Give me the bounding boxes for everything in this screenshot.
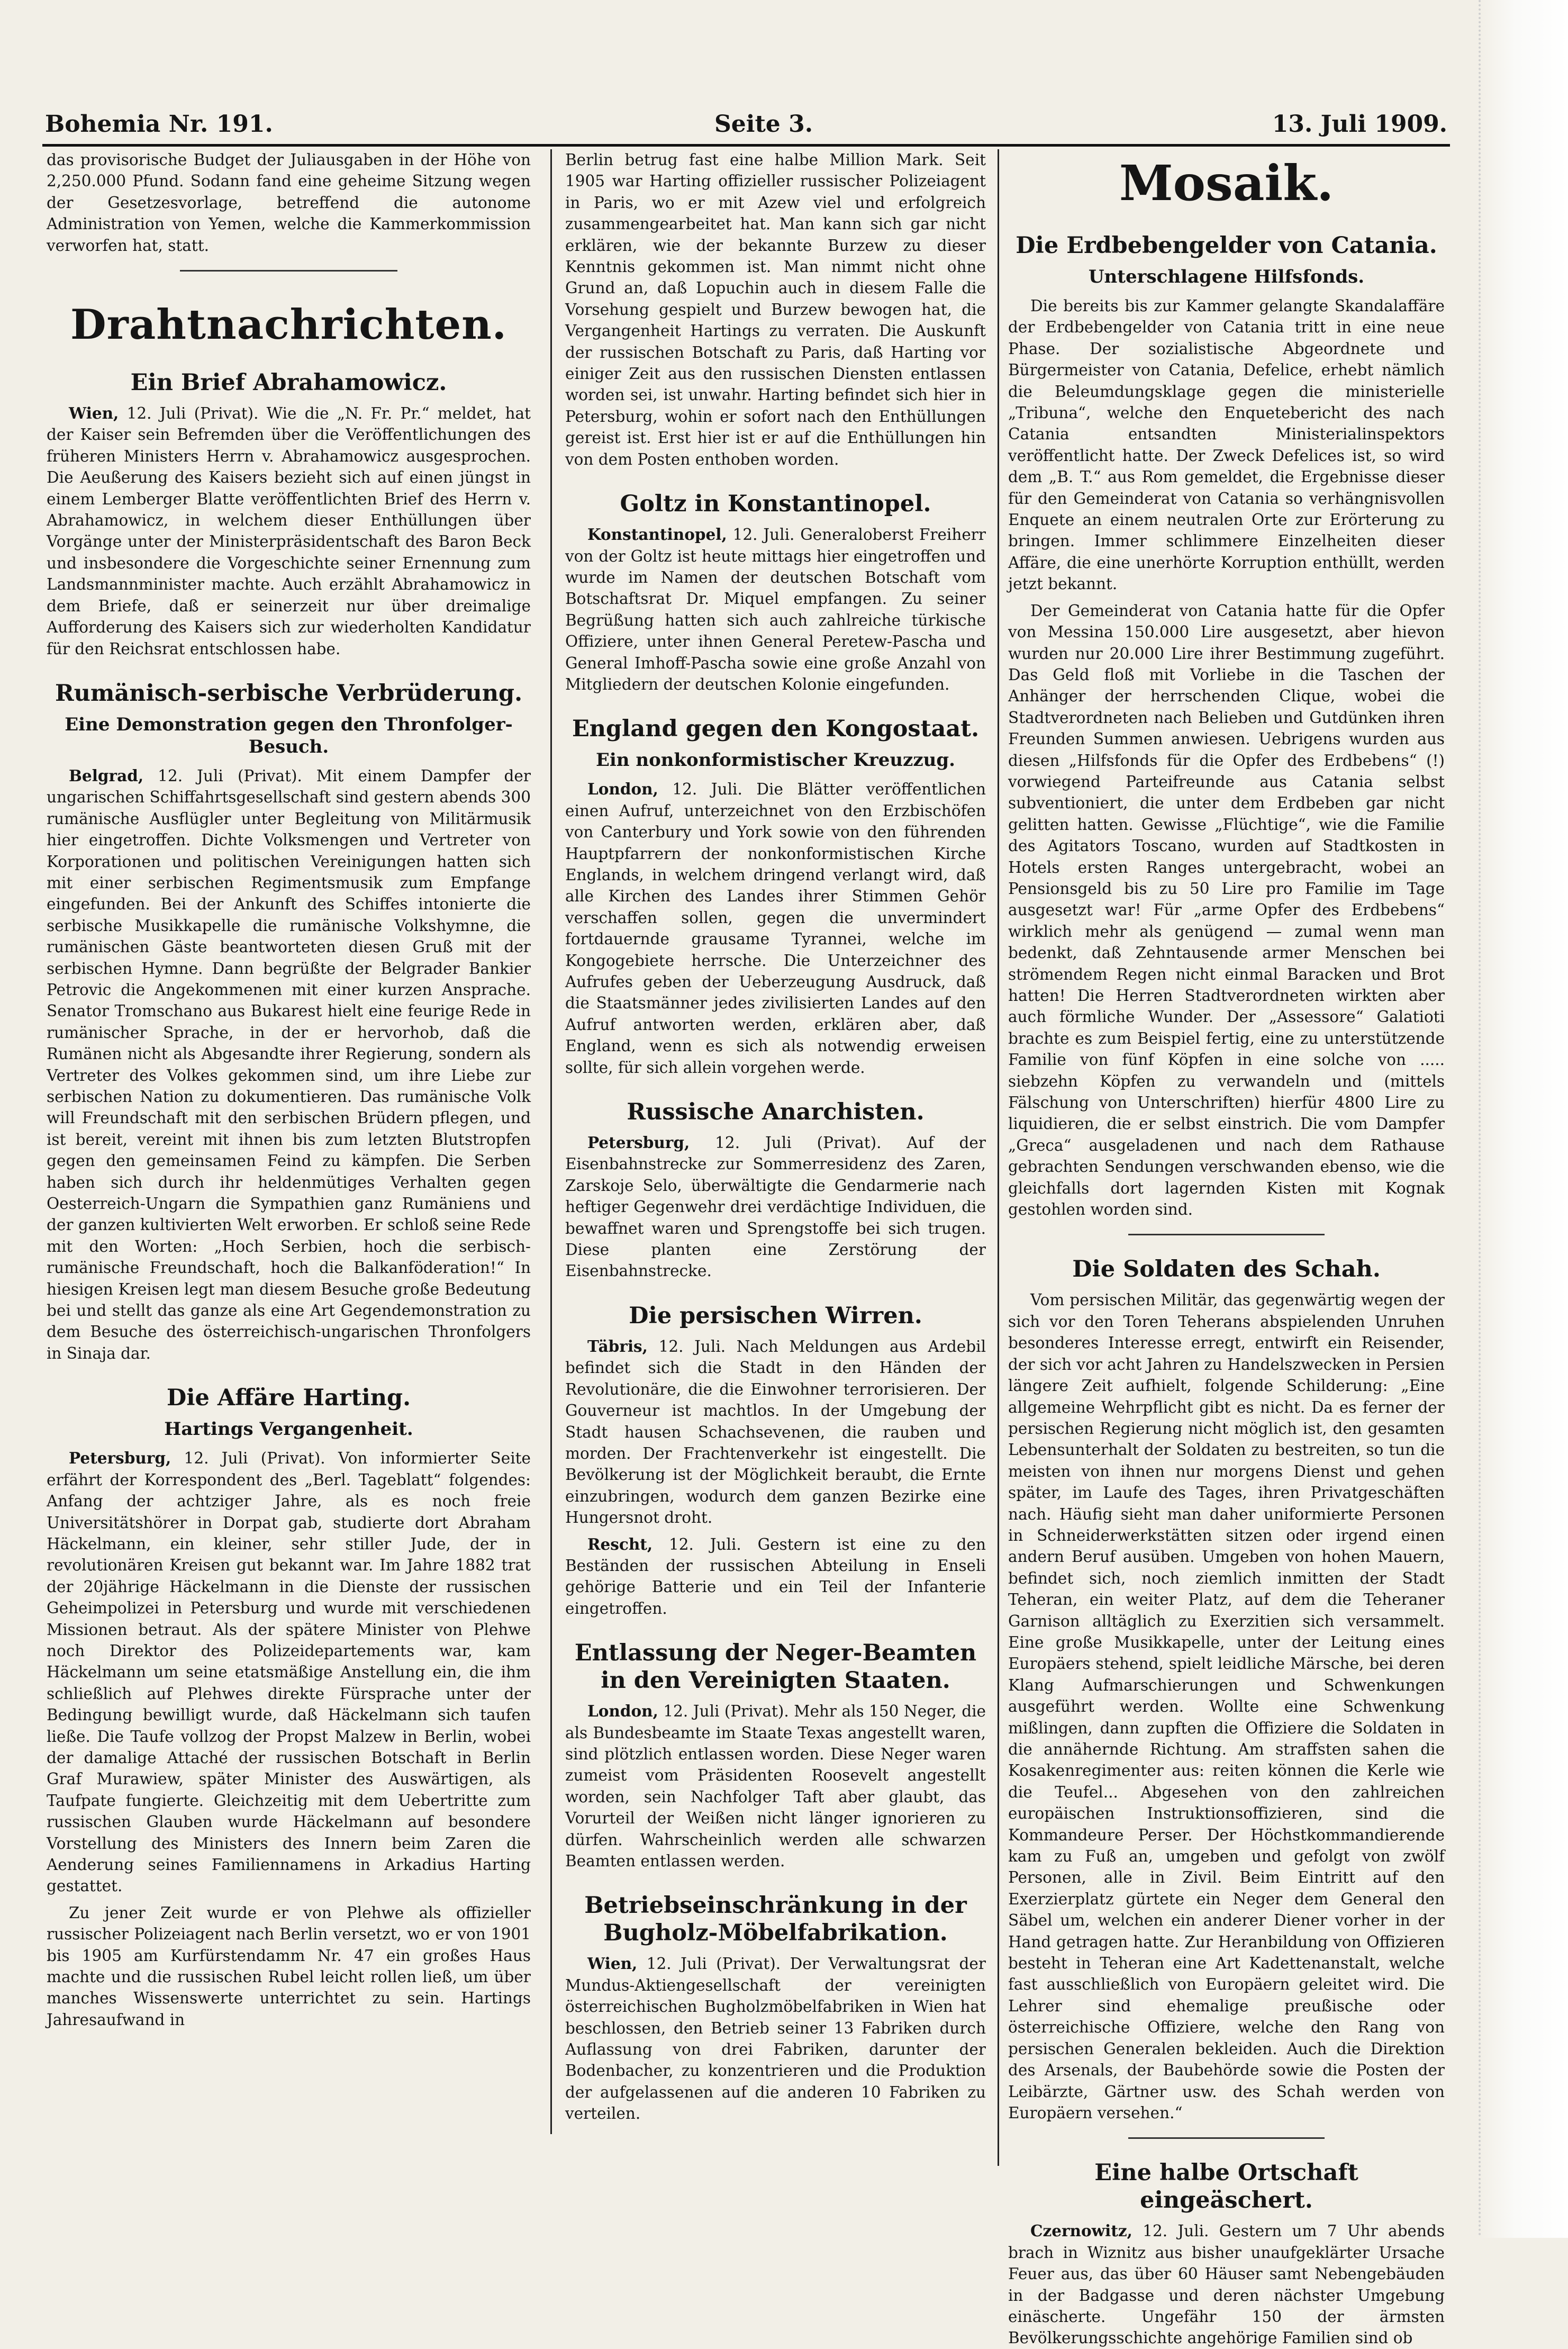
article-body: London, 12. Juli. Die Blätter veröffentlichen einen Aufruf, unterzeichnet von den Erzbischöfen von Canterbury und York sowie von den führenden Hauptpfarrern der nonkonformistischen Kirche Englands, in welchem dringend verlangt wird, daß alle Kirchen des Landes ihrer Stimmen Gehör verschaffen sollen, gegen die unvermindert fortdauernde grausame Tyrannei, welche im Kongogebiete herrsche. Die Unterzeichner des Aufrufes geben der Ueberzeugung Ausdruck, daß die Staatsmänner jedes zivilisierten Landes auf den Aufruf antworten werden, erklären aber, daß England, wenn es sich als notwendig erweisen sollte, für sich allein vorgehen werde. — [565, 780, 986, 1077]
article-body: Petersburg, 12. Juli (Privat). Auf der Eisenbahnstrecke zur Sommerresidenz des Zaren, Zarskoje Selo, überwältigte die Gendarmerie nach heftiger Gegenwehr drei verdächtige Individuen, die bewaffnet waren und Sprengstoffe bei sich trugen. Diese planten eine Zerstörung der Eisenbahnstrecke. — [565, 1133, 986, 1280]
article-subtitle: Ein nonkonformistischer Kreuzzug. — [595, 749, 956, 771]
article-ortschaft-eingeaeschert — [1008, 2159, 1445, 2348]
header-page-number: Seite 3. — [714, 111, 813, 138]
dateline: London, — [587, 780, 658, 799]
column-divider — [998, 149, 999, 2166]
column-divider — [550, 149, 552, 2134]
article-abrahamowicz — [47, 369, 531, 659]
article-erdbebengelder — [1008, 232, 1445, 1220]
article-anarchisten — [565, 1098, 986, 1282]
dateline: Czernowitz, — [1030, 2221, 1132, 2240]
header-rule — [42, 144, 1450, 147]
section-rule — [180, 270, 398, 272]
article-body: Vom persischen Militär, das gegenwärtig wegen der sich vor den Toren Teherans abspielenden Unruhen besonderes Interesse erregt, entwirft ein Reisender, der sich vor acht Jahren zu Handelszwecken in Persien längere Zeit aufhielt, folgende Schilderung: „Eine allgemeine Wehrpflicht gibt es nicht. Da es ferner der persischen Regierung nicht möglich ist, den gesamten Lebensunterhalt der Soldaten zu bestreiten, so tun die meisten von ihnen nur morgens Dienst und gehen später, im Laufe des Tages, ihren Privatgeschäften nach. Häufig sieht man daher uniformierte Personen in Schneiderwerkstätten sitzen oder irgend einen andern Beruf ausüben. Umgeben von hohen Mauern, befindet sich, noch ziemlich inmitten der Stadt Teheran, ein weiter Platz, auf dem die Teheraner Garnison alltäglich zu Exerzitien sich versammelt. Eine große Musikkapelle, unter der Leitung eines Europäers stehend, spielt leidliche Märsche, bei deren Klang Aufmarschierungen und Schwenkungen ausgeführt werden. Wollte eine Schwenkung mißlingen, dann zupften die Offiziere die Soldaten in die annähernde Richtung. Am straffsten sahen die Kosakenregimenter aus: reiten können die Kerle wie die Teufel... Abgesehen von den zahlreichen europäischen Instruktionsoffizieren, sind die Kommandeure Perser. Der Höchstkommandierende kam zu Fuß an, umgeben und gefolgt von zwölf Personen, alle in Zivil. Beim Eintritt auf den Exerzierplatz gürtete ein Neger dem General den Säbel um, welchen ein anderer Diener vorher in der Hand getragen hatte. Zur Heranbildung von Offizieren besteht in Teheran eine Art Kadettenanstalt, welche fast ausschließlich von Europäern geleitet wird. Die Lehrer sind ehemalige preußische oder österreichische Offiziere, welche den Rang von persischen Generalen bekleiden. Auch die Direktion des Arsenals, der Baubehörde sowie die Posten der Leibärzte, Gärtner usw. des Schah werden von Europäern versehen.“ — [1008, 1291, 1445, 2122]
dateline: London, — [587, 1702, 658, 1721]
dateline: Wien, — [587, 1954, 638, 1973]
article-title: England gegen den Kongostaat. — [572, 716, 980, 743]
article-kongostaat — [565, 715, 986, 1078]
article-title: Goltz in Konstantinopel. — [620, 491, 931, 518]
dateline: Täbris, — [587, 1336, 648, 1356]
article-body: Rescht, 12. Juli. Gestern ist eine zu den Beständen der russischen Abteilung in Enseli gehörige Batterie und ein Teil der Infanterie eingetroffen. — [565, 1534, 986, 1618]
dateline: Petersburg, — [587, 1133, 690, 1152]
dateline: Konstantinopel, — [587, 525, 727, 544]
header-newspaper-issue: Bohemia Nr. 191. — [45, 111, 273, 138]
section-title-drahtnachrichten: Drahtnachrichten. — [70, 301, 507, 349]
article-title: Eine halbe Ortschaft eingeäschert. — [1094, 2160, 1358, 2214]
article-goltz — [565, 490, 986, 695]
article-title: Die Affäre Harting. — [166, 1385, 411, 1412]
article-subtitle: Hartings Vergangenheit. — [164, 1419, 413, 1440]
section-rule — [1128, 2137, 1325, 2139]
section-rule — [1128, 1234, 1325, 1235]
article-body: Czernowitz, 12. Juli. Gestern um 7 Uhr abends brach in Wiznitz aus bisher unaufgeklärter Ursache Feuer aus, das über 60 Häuser samt Nebengebäuden in der Badgasse und deren nächster Umgebung einäscherte. Ungefähr 150 der ärmsten Bevölkerungsschichte angehörige Familien sind ob — [1008, 2221, 1445, 2347]
article-bugholz — [565, 1892, 986, 2124]
dateline: Belgrad, — [69, 766, 144, 785]
article-title: Entlassung der Neger-Beamten in den Vereinigten Staaten. — [574, 1640, 977, 1694]
page-header — [45, 109, 1447, 140]
article-neger-beamten — [565, 1639, 986, 1872]
section-title-mosaik: Mosaik. — [1119, 155, 1334, 212]
article-title: Russische Anarchisten. — [627, 1099, 925, 1126]
article-body: Täbris, 12. Juli. Nach Meldungen aus Ardebil befindet sich die Stadt in den Händen der Revolutionäre, die die Einwohner terrorisieren. Der Gouverneur ist machtlos. In der Umgebung der Stadt hausen Schachsevenen, die rauben und morden. Der Frachtenverkehr ist eingestellt. Die Bevölkerung ist der Möglichkeit beraubt, die Ernte einzubringen, wodurch dem ganzen Bezirke eine Hungersnot droht. — [565, 1336, 986, 1527]
dateline: Rescht, — [587, 1534, 653, 1553]
dateline: Wien, — [69, 404, 119, 423]
article-title: Die Erdbebengelder von Catania. — [1016, 232, 1437, 259]
article-body: Wien, 12. Juli (Privat). Wie die „N. Fr. Pr.“ meldet, hat der Kaiser sein Befremden über die Veröffentlichungen des früheren Ministers Herrn v. Abrahamowicz ausgesprochen. Die Aeußerung des Kaisers bezieht sich auf einen jüngst in einem Lemberger Blatte veröffentlichten Brief des Herrn v. Abrahamowicz, in welchem dieser Enthüllungen über Vorgänge unter der Ministerpräsidentschaft des Baron Beck und insbesondere die Vorgeschichte seiner Ernennung zum Landsmannminister machte. Auch erzählt Abrahamowicz in dem Briefe, daß er seinerzeit nur über dreimalige Aufforderung des Kaisers sich zur wiederholten Kandidatur für den Reichsrat entschlossen habe. — [47, 404, 531, 658]
article-body: Die bereits bis zur Kammer gelangte Skandalaffäre der Erdbebengelder von Catania tritt in eine neue Phase. Der sozialistische Abgeordnete und Bürgermeister von Catania, Defelice, erhebt nämlich die Beleumdungsklage gegen die ministerielle „Tribuna“, welche den Enquetebericht des nach Catania entsandten Ministerialinspektors veröffentlicht hatte. Der Zweck Defelices ist, so wird dem „B. T.“ aus Rom gemeldet, die Ergebnisse dieser für den Gemeinderat von Catania so verhängnisvollen Enquete an einem neutralen Orte zur Erörterung zu bringen. Immer schlimmere Einzelheiten dieser Affäre, die eine unerhörte Korruption enthüllt, werden jetzt bekannt. — [1008, 297, 1445, 593]
article-title: Betriebseinschränkung in der Bugholz-Möbelfabrikation. — [584, 1892, 967, 1947]
article-body: Konstantinopel, 12. Juli. Generaloberst Freiherr von der Goltz ist heute mittags hier eingetroffen und wurde im Namen der deutschen Botschaft vom Botschaftsrat Dr. Miquel empfangen. Zu seiner Begrüßung hatten sich auch zahlreiche türkische Offiziere, unter ihnen General Peretew-Pascha und General Imhoff-Pascha sowie eine große Anzahl von Mitgliedern der deutschen Kolonie eingefunden. — [565, 525, 986, 693]
article-body: Petersburg, 12. Juli (Privat). Von informierter Seite erfährt der Korrespondent des „Berl. Tageblatt“ folgendes: Anfang der achtziger Jahre, als es noch freie Universitätshörer in Dorpat gab, studierte dort Abraham Häckelmann, ein kleiner, sehr stiller Jude, der in revolutionären Kreisen gut bekannt war. Im Jahre 1882 trat der 20jährige Häckelmann in die Dienste der russischen Geheimpolizei in Petersburg und wurde mit verschiedenen Missionen betraut. Als der spätere Minister von Plehwe noch Direktor des Polizeidepartements war, kam Häckelmann um seine etatsmäßige Anstellung ein, die ihm schließlich auf Plehwes direkte Fürsprache unter der Bedingung bewilligt wurde, daß Häckelmann sich taufen ließe. Die Taufe vollzog der Propst Malzew in Berlin, wobei der damalige Attaché der russischen Botschaft in Berlin Graf Murawiew, später Minister des Auswärtigen, als Taufpate fungierte. Gleichzeitig mit dem Uebertritte zum russischen Glauben wurde Häckelmann auf besondere Vorstellung des Ministers des Innern beim Zaren die Aenderung seines Familiennamens in Arkadius Harting gestattet. — [47, 1449, 531, 1895]
article-subtitle: Eine Demonstration gegen den Thronfolger-Besuch. — [65, 713, 513, 757]
article-affaere-harting — [47, 1384, 531, 2030]
article-title: Die Soldaten des Schah. — [1072, 1256, 1381, 1283]
article-title: Rumänisch-serbische Verbrüderung. — [55, 680, 523, 707]
article-persische-wirren — [565, 1302, 986, 1619]
article-body: Zu jener Zeit wurde er von Plehwe als offizieller russischer Polizeiagent nach Berlin versetzt, wo er von 1901 bis 1905 am Kurfürstendamm Nr. 47 ein großes Haus machte und die russischen Rubel leicht rollen ließ, um über manches Wissenswerte unterrichtet zu sein. Hartings Jahresaufwand in — [47, 1903, 531, 2029]
page-edge — [1481, 0, 1568, 2238]
article-body: Belgrad, 12. Juli (Privat). Mit einem Dampfer der ungarischen Schiffahrtsgesellschaft sind gestern abends 300 rumänische Ausflügler unter Begleitung von Militärmusik hier eingetroffen. Dichte Volksmengen und Vertreter von Korporationen und politischen Vereinigungen hatten sich mit einer serbischen Regimentsmusik zum Empfange eingefunden. Bei der Ankunft des Schiffes intonierte die serbische Musikkapelle die rumänische Volkshymne, die rumänischen Gäste beantworteten diesen Gruß mit der serbischen Hymne. Dann begrüßte der Belgrader Bankier Petrovic die Angekommenen mit einer kurzen Ansprache. Senator Tromschano aus Bukarest hielt eine feurige Rede in rumänischer Sprache, in der er hervorhob, daß die Rumänen nicht als Abgesandte ihrer Regierung, sondern als Vertreter des Volkes gekommen sind, um ihre Liebe zur serbischen Nation zu dokumentieren. Das rumänische Volk will Freundschaft mit den serbischen Brüdern pflegen, und ist bereit, vereint mit ihnen bis zum letzten Blutstropfen gegen den gemeinsamen Feind zu kämpfen. Die Serben haben sich durch ihr heldenmütiges Verhalten gegen Oesterreich-Ungarn die Sympathien ganz Rumäniens und der ganzen kultivierten Welt erworben. Er schloß seine Rede mit den Worten: „Hoch Serbien, hoch die serbisch-rumänische Freundschaft, hoch die Balkanföderation!“ In hiesigen Kreisen legt man diesem Besuche große Bedeutung bei und stellt das ganze als eine Art Gegendemonstration zu dem Besuche des österreichisch-ungarischen Thronfolgers in Sinaja dar. — [47, 766, 531, 1362]
article-title: Ein Brief Abrahamowicz. — [130, 369, 447, 396]
article-body: Der Gemeinderat von Catania hatte für die Opfer von Messina 150.000 Lire ausgesetzt, aber hievon wurden nur 20.000 Lire ihrer Bestimmung zugeführt. Das Geld floß mit Vorliebe in die Taschen der Anhänger der herrschenden Clique, wobei die Stadtverordneten nach Belieben und Gutdünken ihren Freunden Summen anwiesen. Uebrigens wurden aus diesen „Hilfsfonds für die Opfer des Erdbebens“ (!) vorwiegend Parteifreunde aus Catania selbst subventioniert, die unter dem Erdbeben gar nicht gelitten hatten. Gewisse „Flüchtige“, wie die Familie des Agitators Toscano, wurden auf Stadtkosten in Hotels ersten Ranges untergebracht, wobei an Pensionsgeld bis zu 50 Lire pro Familie im Tage ausgesetzt war! Für „arme Opfer des Erdbebens“ wirklich mehr als genügend — zumal wenn man bedenkt, daß Zehntausende armer Menschen bei strömendem Regen nicht einmal Baracken und Brot hatten! Die Herren Stadtverordneten wirkten aber auch förmliche Wunder. Der „Assessore“ Galatioti brachte es zum Beispiel fertig, eine zu unterstützende Familie von fünf Köpfen in eine solche von ..... siebzehn Köpfen zu verwandeln und (mittels Fälschung von Unterschriften) hierfür 4800 Lire zu liquidieren, die er selbst einstrich. Die vom Dampfer „Greca“ ausgeladenen und nach dem Rathause gebrachten Sendungen verschwanden ebenso, wie die gleichfalls dort lagernden Kisten mit Kognak gestohlen worden sind. — [1008, 601, 1445, 1219]
continued-text: das provisorische Budget der Juliausgaben in der Höhe von 2,250.000 Pfund. Sodann fand eine geheime Sitzung wegen der Gesetzesvorlage, betreffend die autonome Administration von Yemen, welche die Kammerkommission verworfen hat, statt. — [47, 151, 531, 255]
column-2 — [565, 149, 986, 2134]
header-date: 13. Juli 1909. — [1272, 111, 1447, 138]
column-1 — [47, 149, 531, 2134]
article-rumaenisch-serbisch — [47, 680, 531, 1364]
article-body: Wien, 12. Juli (Privat). Der Verwaltungsrat der Mundus-Aktiengesellschaft der vereinigten österreichischen Bugholzmöbelfabriken in Wien hat beschlossen, den Betrieb seiner 13 Fabriken durch Auflassung von drei Fabriken, darunter der Bodenbacher, zu konzentrieren und die Produktion der aufgelassenen auf die anderen 10 Fabriken zu verteilen. — [565, 1954, 986, 2123]
article-subtitle: Unterschlagene Hilfsfonds. — [1088, 266, 1365, 287]
article-soldaten-schah — [1008, 1255, 1445, 2124]
dateline: Petersburg, — [69, 1449, 171, 1468]
column-3 — [1008, 149, 1445, 2347]
article-title: Die persischen Wirren. — [629, 1302, 922, 1329]
continued-text: Berlin betrug fast eine halbe Million Mark. Seit 1905 war Harting offizieller russischer Polizeiagent in Paris, wo er mit Azew viel und erfolgreich zusammengearbeitet hat. Man kann sich gar nicht erklären, wie der bekannte Burzew zu dieser Kenntnis gekommen ist. Man nimmt nicht ohne Grund an, daß Lopuchin auch in diesem Falle die Vorsehung gespielt und Burzew bewogen hat, die Vergangenheit Hartings zu verraten. Die Auskunft der russischen Botschaft zu Paris, daß Harting vor einiger Zeit aus den russischen Diensten entlassen worden sei, ist unwahr. Harting befindet sich hier in Petersburg, wohin er sofort nach den Enthüllungen gereist ist. Erst hier ist er auf die Enthüllungen hin von dem Posten enthoben worden. — [565, 151, 986, 468]
article-body: London, 12. Juli (Privat). Mehr als 150 Neger, die als Bundesbeamte im Staate Texas angestellt waren, sind plötzlich entlassen worden. Diese Neger waren zumeist vom Präsidenten Roosevelt angestellt worden, sein Nachfolger Taft aber glaubt, das Vorurteil der Weißen nicht länger ignorieren zu dürfen. Wahrscheinlich werden alle schwarzen Beamten entlassen werden. — [565, 1702, 986, 1870]
